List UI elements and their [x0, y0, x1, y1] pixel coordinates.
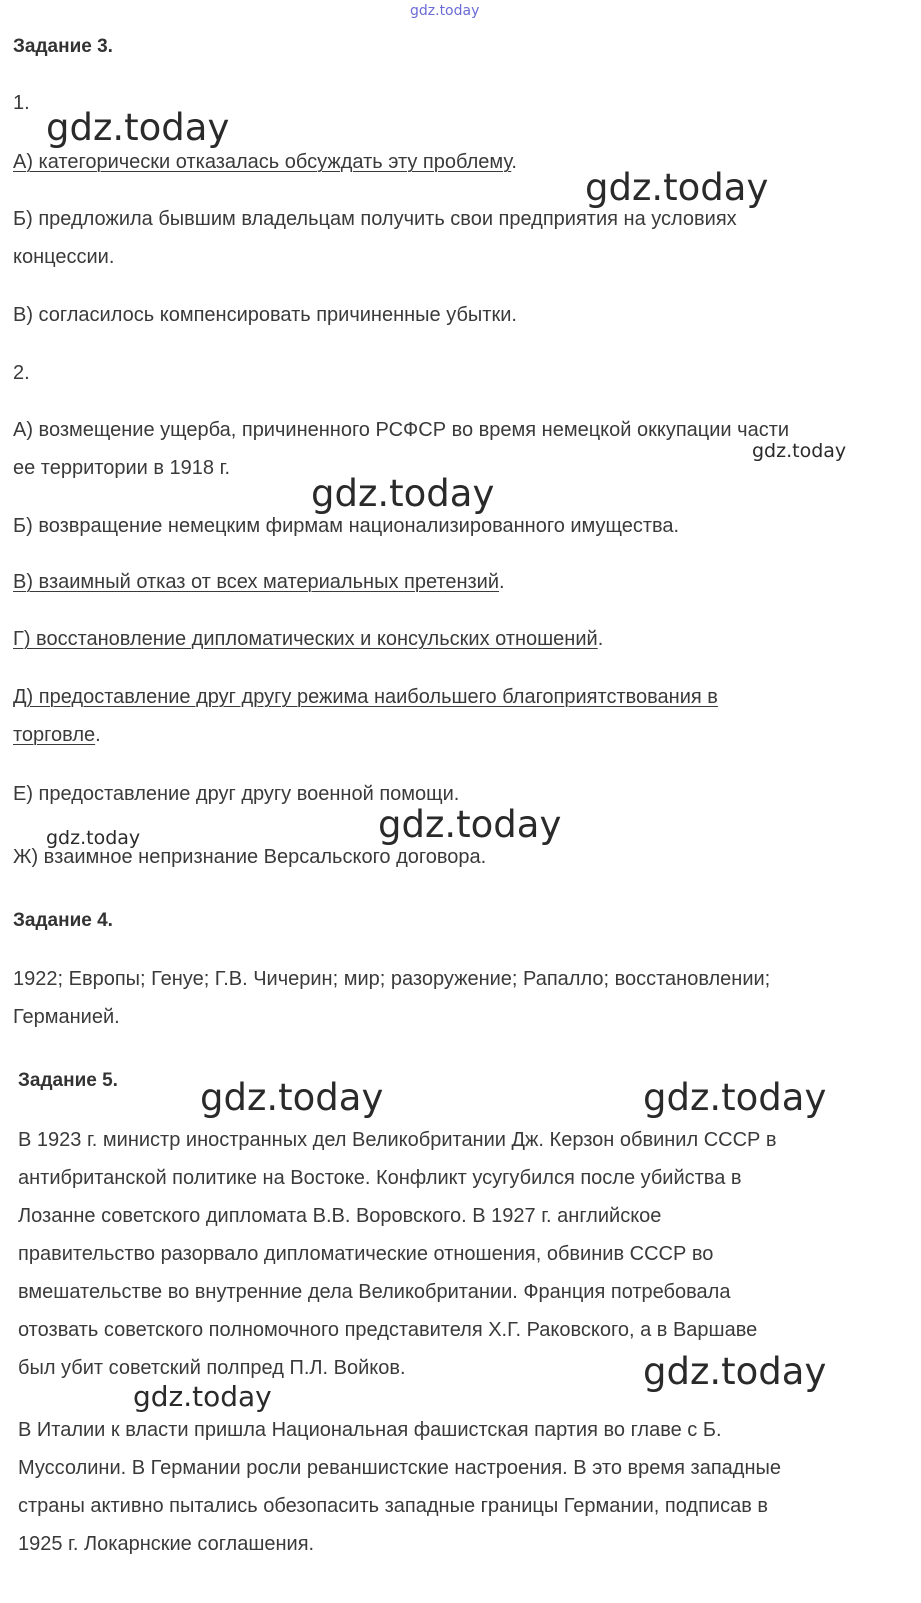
- task4-line1: 1922; Европы; Генуе; Г.В. Чичерин; мир; разоружение; Рапалло; восстановлении;: [13, 968, 771, 990]
- task3-part2-answer-d: Г) восстановление дипломатических и консульских отношений.: [13, 628, 604, 650]
- watermark: gdz.today: [752, 440, 847, 462]
- watermark: gdz.today: [643, 1350, 827, 1393]
- watermark: gdz.today: [46, 827, 141, 849]
- task3-part2-option-b: Б) возвращение немецким фирмам национализированного имущества.: [13, 515, 680, 537]
- task3-part2-option-a-line1: А) возмещение ущерба, причиненного РСФСР во время немецкой оккупации части: [13, 419, 790, 441]
- task5-p2-line1: В Италии к власти пришла Национальная фашистская партия во главе с Б.: [18, 1419, 722, 1441]
- task3-part2-option-f: Е) предоставление друг другу военной помощи.: [13, 783, 460, 805]
- watermark: gdz.today: [311, 472, 495, 515]
- watermark: gdz.today: [46, 106, 230, 149]
- task5-p1-line6: отозвать советского полномочного представителя Х.Г. Раковского, а в Варшаве: [18, 1319, 758, 1341]
- watermark: gdz.today: [133, 1380, 272, 1413]
- task3-part1-number: 1.: [13, 92, 30, 114]
- watermark: gdz.today: [585, 166, 769, 209]
- task3-heading: Задание 3.: [13, 36, 113, 57]
- task5-p1-line7: был убит советский полпред П.Л. Войков.: [18, 1357, 406, 1379]
- task3-part2-answer-e-line2: торговле.: [13, 724, 101, 746]
- task3-part1-option-c: В) согласилось компенсировать причиненные убытки.: [13, 304, 517, 326]
- answer-selected: Г) восстановление дипломатических и консульских отношений: [13, 628, 598, 650]
- answer-selected: торговле: [13, 724, 96, 746]
- task3-part2-option-g: Ж) взаимное непризнание Версальского договора.: [13, 846, 487, 868]
- task5-p2-line4: 1925 г. Локарнские соглашения.: [18, 1533, 315, 1555]
- task4-heading: Задание 4.: [13, 910, 113, 931]
- task3-part1-option-b-line2: концессии.: [13, 246, 115, 268]
- answer-selected: А) категорически отказалась обсуждать эту проблему: [13, 151, 512, 173]
- task5-p2-line2: Муссолини. В Германии росли реваншистские настроения. В это время западные: [18, 1457, 782, 1479]
- watermark: gdz.today: [378, 803, 562, 846]
- task5-p1-line5: вмешательстве во внутренние дела Великобритании. Франция потребовала: [18, 1281, 731, 1303]
- task5-p2-line3: страны активно пытались обезопасить западные границы Германии, подписав в: [18, 1495, 768, 1517]
- task5-p1-line3: Лозанне советского дипломата В.В. Воровского. В 1927 г. английское: [18, 1205, 662, 1227]
- watermark-top: gdz.today: [410, 3, 480, 19]
- answer-selected: В) взаимный отказ от всех материальных претензий: [13, 571, 500, 593]
- task3-part1-option-b-line1: Б) предложила бывшим владельцам получить свои предприятия на условиях: [13, 208, 737, 230]
- watermark: gdz.today: [200, 1076, 384, 1119]
- task3-part1-answer-a: А) категорически отказалась обсуждать эту проблему.: [13, 151, 517, 173]
- task3-part2-answer-c: В) взаимный отказ от всех материальных претензий.: [13, 571, 505, 593]
- task3-part2-number: 2.: [13, 362, 30, 384]
- task3-part2-answer-e-line1: [13, 678, 718, 716]
- watermark: gdz.today: [643, 1076, 827, 1119]
- task5-p1-line2: антибританской политике на Востоке. Конфликт усугубился после убийства в: [18, 1167, 742, 1189]
- task5-p1-line1: В 1923 г. министр иностранных дел Великобритании Дж. Керзон обвинил СССР в: [18, 1129, 777, 1151]
- answer-selected: Д) предоставление друг другу режима наибольшего благоприятствования в: [13, 686, 718, 708]
- task3-part2-option-a-line2: ее территории в 1918 г.: [13, 457, 231, 479]
- task4-line2: Германией.: [13, 1006, 120, 1028]
- task5-p1-line4: правительство разорвало дипломатические отношения, обвинив СССР во: [18, 1243, 714, 1265]
- task5-heading: Задание 5.: [18, 1070, 118, 1091]
